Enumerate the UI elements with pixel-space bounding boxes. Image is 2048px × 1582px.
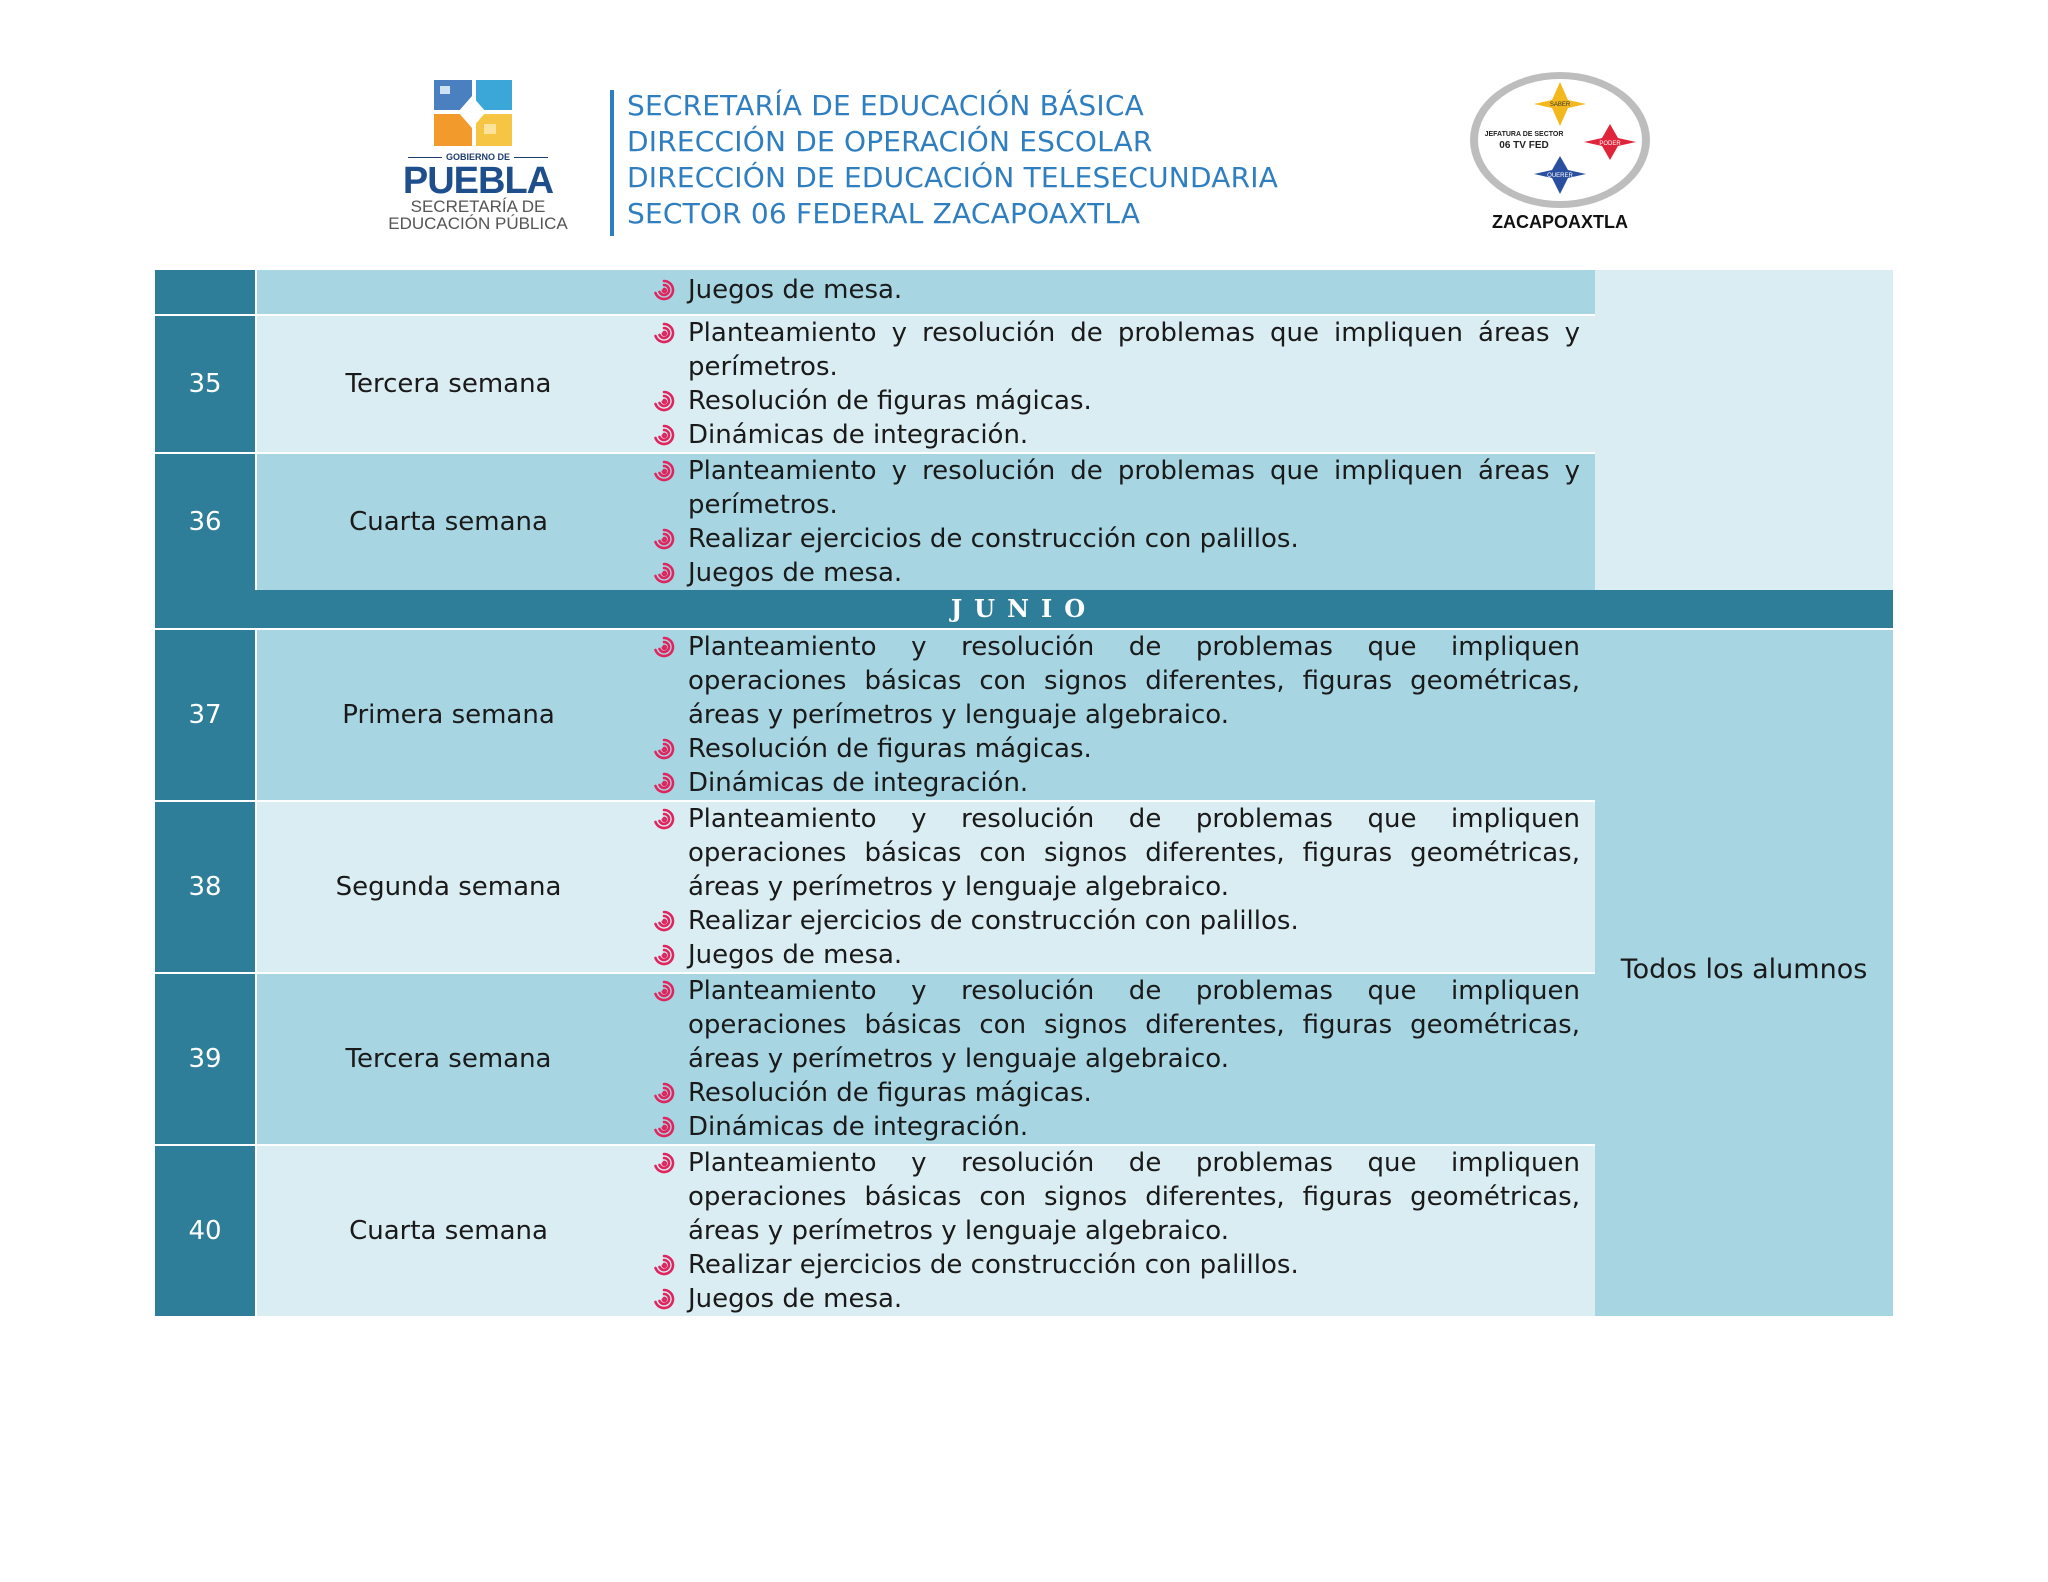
- week-name-cell: Cuarta semana: [257, 1146, 640, 1316]
- activity-text: Juegos de mesa.: [688, 940, 903, 970]
- spiral-bullet-icon: [652, 806, 676, 830]
- sep-label-line2: EDUCACIÓN PÚBLICA: [388, 214, 568, 233]
- week-number-cell: 40: [155, 1146, 255, 1316]
- spiral-bullet-icon: [652, 320, 676, 344]
- spiral-bullet-icon: [652, 770, 676, 794]
- puebla-logo: [378, 78, 578, 238]
- activity-text: Realizar ejercicios de construcción con palillos.: [688, 906, 1299, 936]
- activity-item: [652, 384, 1580, 418]
- activity-text: Planteamiento y resolución de problemas que impliquen áreas y perímetros.: [688, 456, 1580, 520]
- week-name-cell: Primera semana: [257, 630, 640, 800]
- activity-item: [652, 974, 1580, 1076]
- table-row: [155, 316, 1595, 452]
- activities-cell: [640, 802, 1595, 972]
- spiral-bullet-icon: [652, 560, 676, 584]
- activity-item: [652, 1248, 1580, 1282]
- spiral-bullet-icon: [652, 942, 676, 966]
- zacapoaxtla-label: ZACAPOAXTLA: [1492, 212, 1628, 232]
- activity-text: Juegos de mesa.: [688, 558, 903, 588]
- spiral-bullet-icon: [652, 1080, 676, 1104]
- activity-text: Planteamiento y resolución de problemas que impliquen áreas y perímetros.: [688, 318, 1580, 382]
- activity-item: [652, 522, 1580, 556]
- activity-item: [652, 938, 1580, 972]
- activity-text: Realizar ejercicios de construcción con palillos.: [688, 524, 1299, 554]
- title-line-2: DIRECCIÓN DE OPERACIÓN ESCOLAR: [627, 125, 1153, 158]
- title-line-1: SECRETARÍA DE EDUCACIÓN BÁSICA: [627, 89, 1144, 122]
- table-row: [155, 1146, 1595, 1316]
- activity-item: [652, 1282, 1580, 1316]
- spiral-bullet-icon: [652, 634, 676, 658]
- star-top-label: SABER: [1549, 102, 1571, 108]
- week-number-cell: 35: [155, 316, 255, 452]
- activity-text: Resolución de figuras mágicas.: [688, 734, 1092, 764]
- activity-text: Dinámicas de integración.: [688, 420, 1029, 450]
- activity-item: [652, 1110, 1580, 1144]
- activity-text: Dinámicas de integración.: [688, 1112, 1029, 1142]
- activity-item: [652, 1076, 1580, 1110]
- activity-text: Resolución de figuras mágicas.: [688, 1078, 1092, 1108]
- spiral-bullet-icon: [652, 736, 676, 760]
- month-header: JUNIO: [155, 590, 1893, 628]
- puebla-wordmark: PUEBLA: [402, 160, 554, 202]
- activity-item: [652, 630, 1580, 732]
- activities-cell: [640, 974, 1595, 1144]
- activity-text: Planteamiento y resolución de problemas que impliquen operaciones básicas con signos diferentes, figuras geométricas, áreas y perímetros y lenguaje algebraico.: [688, 632, 1580, 730]
- spiral-bullet-icon: [652, 1114, 676, 1138]
- activities-cell: [640, 454, 1595, 590]
- table-row: [155, 454, 1595, 590]
- spiral-bullet-icon: [652, 277, 676, 301]
- sector-logo: [1460, 60, 1660, 240]
- header-divider: [610, 90, 614, 236]
- participants-cell-june: [1595, 630, 1893, 1316]
- sep-label: [378, 198, 578, 232]
- week-name-cell: Cuarta semana: [257, 454, 640, 590]
- activity-item: [652, 273, 1580, 307]
- spiral-bullet-icon: [652, 978, 676, 1002]
- activity-text: Juegos de mesa.: [688, 275, 903, 305]
- sep-label-line1: SECRETARÍA DE: [410, 197, 546, 216]
- spiral-bullet-icon: [652, 458, 676, 482]
- activity-text: Resolución de figuras mágicas.: [688, 386, 1092, 416]
- week-number-cell: 36: [155, 454, 255, 590]
- table-row: [155, 630, 1595, 800]
- activity-text: Planteamiento y resolución de problemas que impliquen operaciones básicas con signos diferentes, figuras geométricas, áreas y perímetros y lenguaje algebraico.: [688, 976, 1580, 1074]
- spiral-bullet-icon: [652, 526, 676, 550]
- week-number-cell: [155, 270, 255, 314]
- activity-text: Planteamiento y resolución de problemas que impliquen operaciones básicas con signos diferentes, figuras geométricas, áreas y perímetros y lenguaje algebraico.: [688, 1148, 1580, 1246]
- activity-item: [652, 1146, 1580, 1248]
- participants-cell-may: [1595, 270, 1893, 590]
- spiral-bullet-icon: [652, 1252, 676, 1276]
- activity-item: [652, 454, 1580, 522]
- activity-item: [652, 732, 1580, 766]
- title-line-4: SECTOR 06 FEDERAL ZACAPOAXTLA: [627, 197, 1141, 230]
- header-titles: [627, 88, 1278, 232]
- puebla-emblem-icon: [432, 78, 522, 150]
- week-number-cell: 39: [155, 974, 255, 1144]
- table-row: [155, 270, 1595, 314]
- spiral-bullet-icon: [652, 908, 676, 932]
- activity-item: [652, 316, 1580, 384]
- participants-label: Todos los alumnos: [1620, 954, 1868, 985]
- sector-center-line1: JEFATURA DE SECTOR: [1484, 131, 1564, 138]
- activity-item: [652, 556, 1580, 590]
- activity-item: [652, 802, 1580, 904]
- document-header: [0, 0, 2048, 260]
- week-number-cell: 37: [155, 630, 255, 800]
- activity-item: [652, 418, 1580, 452]
- activity-item: [652, 904, 1580, 938]
- activity-item: [652, 766, 1580, 800]
- activities-cell: [640, 270, 1595, 314]
- activity-text: Juegos de mesa.: [688, 1284, 903, 1314]
- activities-cell: [640, 316, 1595, 452]
- week-name-cell: [257, 270, 640, 314]
- week-name-cell: Segunda semana: [257, 802, 640, 972]
- spiral-bullet-icon: [652, 1150, 676, 1174]
- star-right-label: PODER: [1599, 141, 1621, 147]
- activities-cell: [640, 630, 1595, 800]
- week-name-cell: Tercera semana: [257, 974, 640, 1144]
- spiral-bullet-icon: [652, 1286, 676, 1310]
- week-name-cell: Tercera semana: [257, 316, 640, 452]
- activity-text: Planteamiento y resolución de problemas que impliquen operaciones básicas con signos diferentes, figuras geométricas, áreas y perímetros y lenguaje algebraico.: [688, 804, 1580, 902]
- spiral-bullet-icon: [652, 388, 676, 412]
- sector-center-line2: 06 TV FED: [1499, 140, 1549, 151]
- activity-text: Dinámicas de integración.: [688, 768, 1029, 798]
- gobierno-de-label: GOBIERNO DE: [378, 152, 578, 162]
- table-row: [155, 974, 1595, 1144]
- title-line-3: DIRECCIÓN DE EDUCACIÓN TELESECUNDARIA: [627, 161, 1279, 194]
- activity-text: Realizar ejercicios de construcción con palillos.: [688, 1250, 1299, 1280]
- sector-emblem-icon: [1460, 60, 1660, 210]
- star-bottom-label: QUERER: [1547, 173, 1573, 179]
- week-number-cell: 38: [155, 802, 255, 972]
- spiral-bullet-icon: [652, 422, 676, 446]
- table-row: [155, 802, 1595, 972]
- activities-cell: [640, 1146, 1595, 1316]
